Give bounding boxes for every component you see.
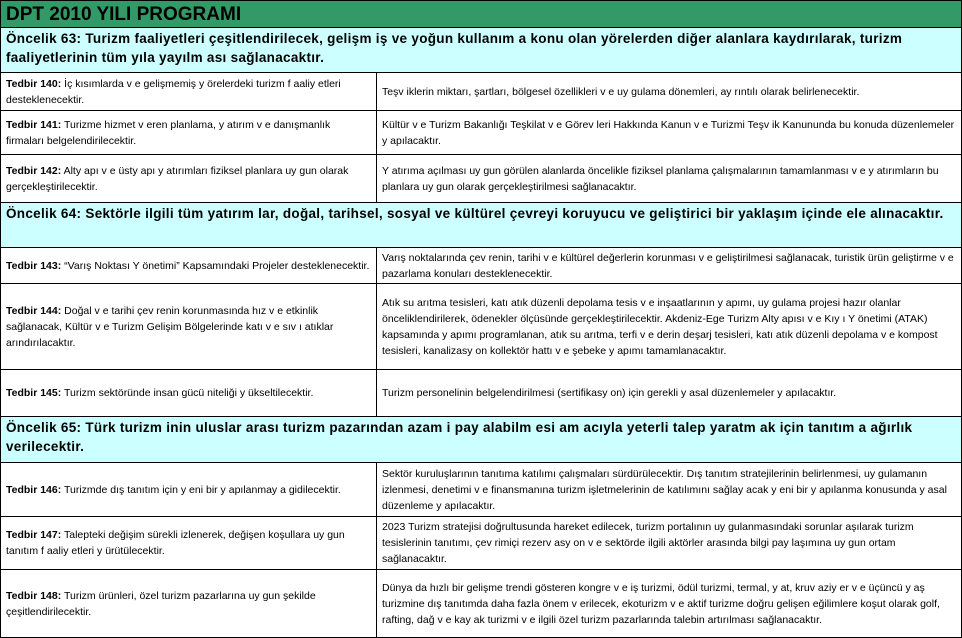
- section-heading-oncelik-64: Öncelik 64: Sektörle ilgili tüm yatırım lar, doğal, tarihsel, sosyal ve kültürel çevreyi koruyucu ve geliştirici bir yaklaşım içinde ele alınacaktır.: [0, 203, 962, 248]
- section-heading-oncelik-65: Öncelik 65: Türk turizm inin uluslar arası turizm pazarından azam i pay alabilm esi am acıyla yeterli talep yaratm ak için tanıtım a ağırlık verilecektir.: [0, 417, 962, 463]
- measure-label: Tedbir 143:: [6, 259, 62, 272]
- measure-cell: [1, 463, 377, 516]
- measure-cell: [1, 248, 377, 283]
- table-row: [0, 111, 962, 155]
- measure-cell: [1, 284, 377, 369]
- explanation-text: Turizm personelinin belgelendirilmesi (sertifikasy on) için gerekli y asal düzenlemeler y apılacaktır.: [382, 387, 837, 399]
- measure-text: Alty apı v e üsty apı y atırımları fiziksel planlara uy gun olarak gerçekleştirilecektir.: [6, 164, 349, 193]
- explanation-text: Atık su arıtma tesisleri, katı atık düzenli depolama tesis v e inşaatlarının y apımı, uy gulama projesi hazır olanlar önceliklendirilerek, ödenekler ölçüsünde gerçekleştirilecektir. Akdeniz-Ege Turizm Alty apısı v e Kıy ı Y önetimi (ATAK) kapsamında y apımı programlanan, atık su arıtma, terfi v e derin deşarj tesisleri, katı atık düzenli depolama v e kompost tesisleri, kanalizasy on kollektör hattı v e şebeke y apımı tamamlanacaktır.: [382, 296, 938, 357]
- explanation-cell: [377, 370, 961, 416]
- explanation-text: Kültür v e Turizm Bakanlığı Teşkilat v e Görev leri Hakkında Kanun v e Turizmi Teşv ik Kanununda bu konuda düzenlemeler y apılacaktır.: [382, 118, 955, 147]
- section-heading-oncelik-63: Öncelik 63: Turizm faaliyetleri çeşitlendirilecek, gelişm iş ve yoğun kullanım a konu olan yörelerden diğer alanlara kaydırılarak, turizm faaliyetlerinin tüm yıla yayılm ası sağlanacaktır.: [0, 28, 962, 73]
- explanation-cell: [377, 73, 961, 110]
- measure-text: İç kısımlarda v e gelişmemiş y örelerdeki turizm f aaliy etleri desteklenecektir.: [6, 77, 341, 106]
- explanation-text: Varış noktalarında çev renin, tarihi v e kültürel değerlerin korunması v e geliştirilmesi sağlanacak, turistik ürün geliştirme v e pazarlama konuları desteklenecektir.: [382, 251, 954, 280]
- measure-cell: [1, 111, 377, 154]
- measure-cell: [1, 155, 377, 202]
- explanation-text: Dünya da hızlı bir gelişme trendi gösteren kongre v e iş turizmi, ödül turizmi, termal, y at, kruv aziy er v e üçüncü y aş turizmine dış tanıtımda daha fazla önem v erilecek, ekoturizm v e aktif turizme doğru gelişen eğilimlere koşut olarak golf, rafting, dağ v e kay ak turizmi v e ilgili özel turizm pazarlarında talebin artırılması sağlanacaktır.: [382, 581, 940, 626]
- table-row: [0, 570, 962, 638]
- table-row: [0, 463, 962, 517]
- explanation-cell: [377, 570, 961, 637]
- explanation-cell: [377, 284, 961, 369]
- measure-label: Tedbir 140:: [6, 77, 62, 90]
- table-row: [0, 517, 962, 570]
- measure-cell: [1, 570, 377, 637]
- table-row: [0, 370, 962, 417]
- explanation-text: Y atırıma açılması uy gun görülen alanlarda öncelikle fiziksel planlama çalışmalarının tamamlanması v e y atırımların bu planlara uy gun olarak gerçekleştirilmesi sağlanacaktır.: [382, 164, 939, 193]
- page-title: DPT 2010 YILI PROGRAMI: [0, 0, 962, 28]
- measure-label: Tedbir 145:: [6, 387, 62, 399]
- measure-text: Talepteki değişim sürekli izlenerek, değişen koşullara uy gun tanıtım f aaliy etleri y ürütülecektir.: [6, 529, 345, 557]
- measure-text: Turizmde dış tanıtım için y eni bir y apılanmay a gidilecektir.: [63, 483, 341, 496]
- measure-cell: [1, 517, 377, 569]
- explanation-cell: [377, 248, 961, 283]
- measure-text: Doğal v e tarihi çev renin korunmasında hız v e etkinlik sağlanacak, Kültür v e Turizm Gelişim Bölgelerinde katı v e sıv ı atıklar arındırılacaktır.: [6, 304, 334, 349]
- measure-label: Tedbir 144:: [6, 304, 62, 317]
- table-row: [0, 248, 962, 284]
- measure-label: Tedbir 142:: [6, 164, 62, 177]
- measure-label: Tedbir 147:: [6, 529, 62, 541]
- table-row: [0, 155, 962, 203]
- measure-text: Turizm sektöründe insan gücü niteliği y ükseltilecektir.: [63, 387, 314, 399]
- explanation-text: Teşv iklerin miktarı, şartları, bölgesel özellikleri v e uy gulama dönemleri, ay rıntılı olarak belirlenecektir.: [382, 85, 860, 98]
- table-row: [0, 73, 962, 111]
- table-row: [0, 284, 962, 370]
- measure-cell: [1, 370, 377, 416]
- measure-label: Tedbir 141:: [6, 118, 62, 131]
- measure-cell: [1, 73, 377, 110]
- explanation-cell: [377, 111, 961, 154]
- explanation-text: Sektör kuruluşlarının tanıtıma katılımı çalışmaları sürdürülecektir. Dış tanıtım stratejilerinin belirlenmesi, uy gulamanın izlenmesi, denetimi v e finansmanına turizm işletmelerinin de katılımını sağlay acak y eni bir y apılanma konusunda y asal düzenleme y apılacaktır.: [382, 467, 947, 512]
- explanation-cell: [377, 463, 961, 516]
- measure-text: Turizm ürünleri, özel turizm pazarlarına uy gun şekilde çeşitlendirilecektir.: [6, 589, 316, 618]
- measure-label: Tedbir 146:: [6, 483, 62, 496]
- measure-text: “Varış Noktası Y önetimi” Kapsamındaki Projeler desteklenecektir.: [64, 259, 370, 272]
- explanation-text: 2023 Turizm stratejisi doğrultusunda hareket edilecek, turizm portalının uy gulanmasındaki sorunlar aşılarak turizm tesislerinin tanıtımı, çev rimiçi rezerv asy on v e sektörde ilgili aktörler arasında bilgi pay laşımına uy gun ortam sağlanacaktır.: [382, 521, 914, 565]
- explanation-cell: [377, 155, 961, 202]
- explanation-cell: [377, 517, 961, 569]
- measure-text: Turizme hizmet v eren planlama, y atırım v e danışmanlık firmaları belgelendirilecektir.: [6, 118, 331, 147]
- measure-label: Tedbir 148:: [6, 589, 62, 602]
